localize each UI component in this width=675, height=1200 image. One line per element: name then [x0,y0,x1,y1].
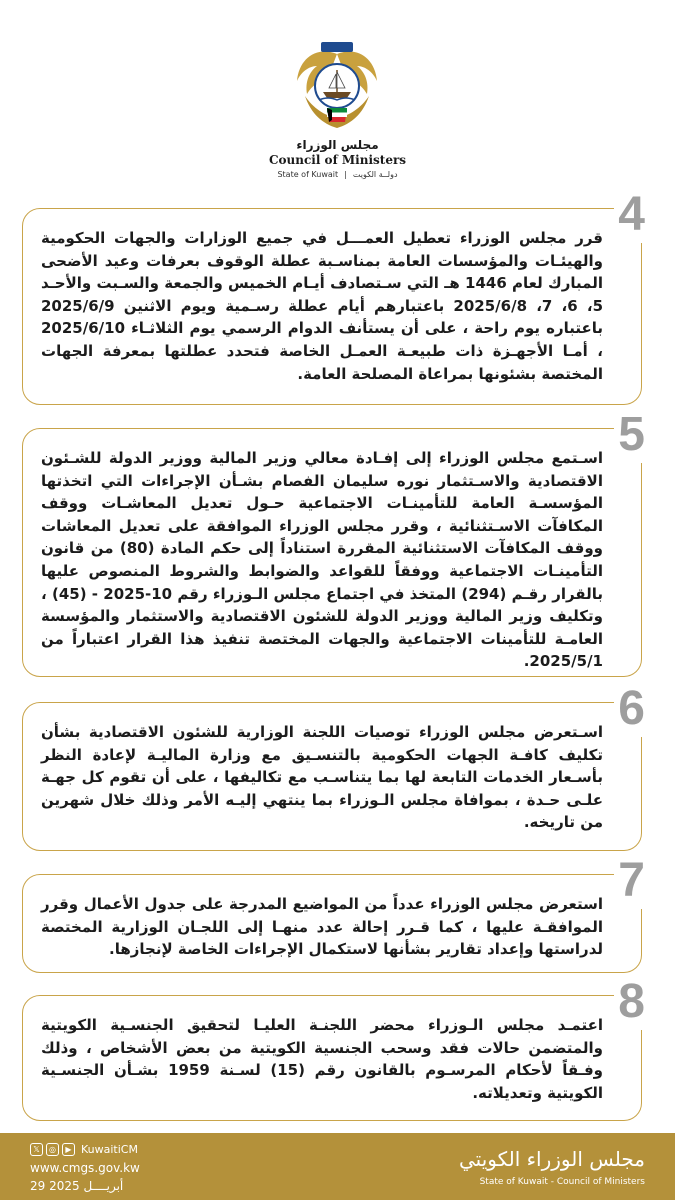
org-name-english: Council of Ministers [268,153,407,167]
footer-bar [0,1133,675,1200]
youtube-icon[interactable]: ▶ [62,1143,75,1156]
section-number: 4 [614,187,649,243]
org-name-arabic: مجلس الوزراء [296,138,379,152]
decision-card-8 [22,975,645,1121]
x-icon[interactable]: 𝕏 [30,1143,43,1156]
decision-card-6 [22,682,645,851]
section-number: 6 [614,681,649,737]
state-line [0,170,675,179]
section-number: 7 [614,853,649,909]
social-links [30,1143,138,1156]
header [0,0,675,200]
section-text: استعرض مجلس الوزراء عدداً من المواضيع المدرجة على جدول الأعمال وقرر الموافقـة عليها ، كما قـرر إحالة عدد منهـا إلى اللجـان الوزارية المختصة لدراستها وإعداد تقارير بشأنها لاستكمال الإجراءات الخاصة لإنجازها. [41,895,603,959]
section-number: 8 [614,974,649,1030]
decision-card-4 [22,188,645,405]
section-number: 5 [614,407,649,463]
section-text: اسـتمع مجلس الوزراء إلى إفـادة معالي وزير المالية ووزير الدولة للشـئون الاقتصادية والاسـتثمار نوره سليمان الفصام بشـأن الإجراءات التي اتخذتها المؤسسـة العامة للتأمينـات الاجتماعية حـول تعديل المعاشـات ووقف المكافآت الاسـتثنائية ، وقرر مجلس الوزراء الموافقة على تعديل المعاشات ووقف المكافآت الاستثنائية المقررة استناداً إلى حكم المادة (80) من قانون التأمينـات الاجتماعية ووفقاً للقواعد والضوابط والشروط المنصوص عليها بالقرار رقـم (294) المتخذ في اجتماع مجلس الـوزراء رقم 10-2025 - (45) ، وتكليف وزير المالية ووزير الدولة للشئون الاقتصادية والاستثمار والمؤسسة العامـة للتأمينات الاجتماعية والجهات المختصة تنفيذ هذا القرار اعتباراً من 2025/5/1. [41,449,603,671]
social-handle[interactable]: KuwaitiCM [81,1143,138,1156]
section-text: اسـتعرض مجلس الوزراء توصيات اللجنة الوزارية للشئون الاقتصادية بشأن تكليف كافـة الجهات الحكومية بالتنسـيق مع وزارة الماليـة لإعادة النظر بأسـعار الخدمات التابعة لها بما يتناسـب مع تكاليفها ، على أن تقوم كل جهـة علـى حـدة ، بموافاة مجلس الـوزراء بما ينتهي إليـه الأمر وذلك خلال شهرين من تاريخه. [41,723,603,832]
publish-date: 29 أبريــــل 2025 [30,1179,124,1193]
instagram-icon[interactable]: ◎ [46,1143,59,1156]
footer-title: مجلس الوزراء الكويتي [458,1147,645,1171]
website-link[interactable]: www.cmgs.gov.kw [30,1161,140,1175]
state-separator: | [344,170,347,179]
kuwait-emblem-icon [287,36,387,136]
decision-card-5 [22,408,645,677]
state-arabic: دولــة الكويت [352,170,398,179]
state-english: State of Kuwait [277,170,339,179]
footer-subtitle: State of Kuwait - Council of Ministers [479,1177,645,1187]
section-text: قرر مجلس الوزراء تعطيل العمـــل في جميع الوزارات والجهات الحكومية والهيئـات والمؤسسات العامة بمناسـبة عطلة الوقوف بعرفات وعيد الأضحى المبارك لعام 1446 هـ التي سـتصادف أيـام الخميس والجمعة والسـبت والأحـد 5، 6، 7، 2025/6/8 باعتبارهم أيام عطلة رسـمية ويوم الاثنين 2025/6/9 باعتباره يوم راحة ، على أن يستأنف الدوام الرسمي يوم الثلاثـاء 2025/6/10 ، أمـا الأجهـزة ذات طبيعـة العمـل الخاصة فتحدد عطلتها بمعرفة الجهات المختصة بشئونها بمراعاة المصلحة العامة. [41,229,603,383]
section-text: اعتمـد مجلس الـوزراء محضر اللجنـة العليـا لتحقيق الجنسـية الكويتية والمتضمن حالات فقد وسحب الجنسية الكويتية من بعض الأشخاص ، وذلك وفـقاً لأحكام المرسـوم بالقانون رقم (15) لسـنة 1959 بشـأن الجنسـية الكويتية وتعديلاته. [41,1016,603,1102]
decision-card-7 [22,854,645,973]
